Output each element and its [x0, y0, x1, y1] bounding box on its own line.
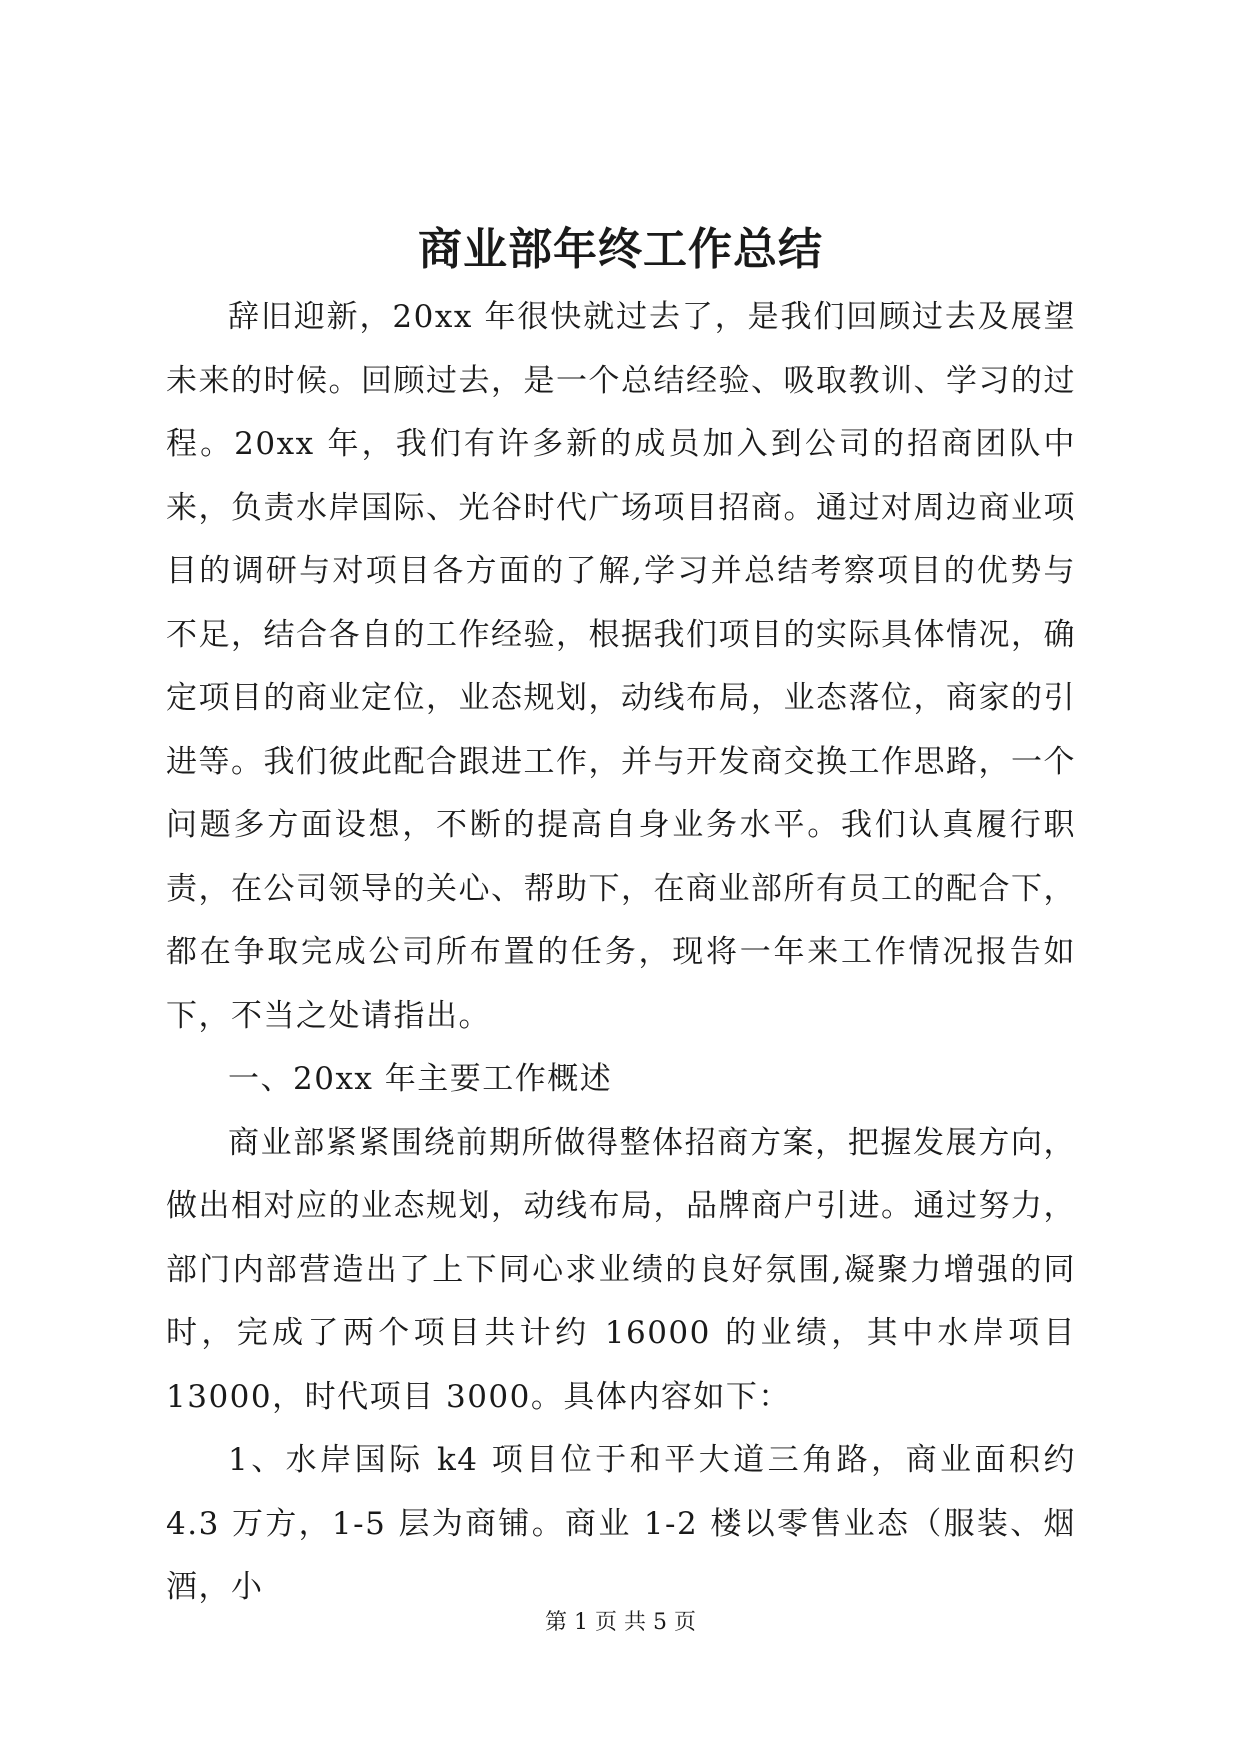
paragraph-intro: 辞旧迎新，20xx 年很快就过去了，是我们回顾过去及展望未来的时候。回顾过去，是一个总结经验、吸取教训、学习的过程。20xx 年，我们有许多新的成员加入到公司的招商团队中来，负责水岸国际、光谷时代广场项目招商。通过对周边商业项目的调研与对项目各方面的了解,学习并总结考察项目的优势与不足，结合各自的工作经验，根据我们项目的实际具体情况，确定项目的商业定位，业态规划，动线布局，业态落位，商家的引进等。我们彼此配合跟进工作，并与开发商交换工作思路，一个问题多方面设想，不断的提高自身业务水平。我们认真履行职责，在公司领导的关心、帮助下，在商业部所有员工的配合下，都在争取完成公司所布置的任务，现将一年来工作情况报告如下，不当之处请指出。: [166, 299, 1076, 1034]
section-heading: 一、20xx 年主要工作概述: [228, 1061, 613, 1097]
document-title: 商业部年终工作总结: [418, 224, 823, 275]
document-body: [166, 286, 1076, 1620]
page-number: 第 1 页 共 5 页: [545, 1610, 696, 1635]
paragraph-overview: 商业部紧紧围绕前期所做得整体招商方案，把握发展方向，做出相对应的业态规划，动线布局，品牌商户引进。通过努力，部门内部营造出了上下同心求业绩的良好氛围,凝聚力增强的同时，完成了两个项目共计约 16000 的业绩，其中水岸项目 13000，时代项目 3000。具体内容如下：: [166, 1124, 1076, 1415]
paragraph-item-1: 1、水岸国际 k4 项目位于和平大道三角路，商业面积约 4.3 万方，1-5 层为商铺。商业 1-2 楼以零售业态（服装、烟酒，小: [166, 1442, 1076, 1605]
